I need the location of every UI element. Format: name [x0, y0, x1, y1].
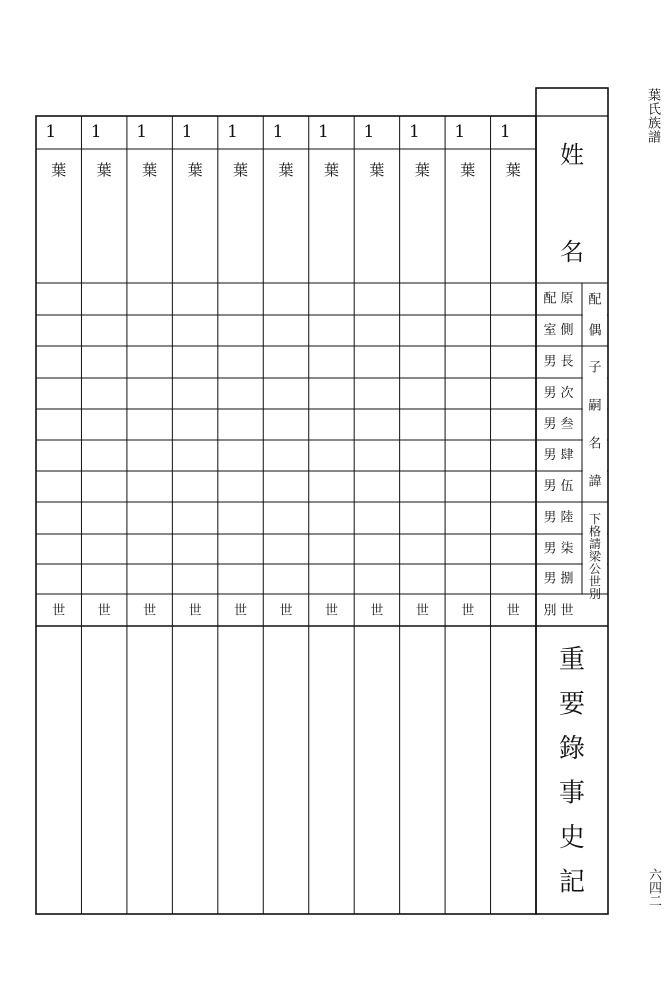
generation-glyph: 世 — [415, 603, 429, 619]
index-mark: 1 — [272, 122, 284, 142]
header-cell-char: 長 — [560, 354, 574, 370]
records-label-char: 重 — [558, 645, 586, 675]
records-label-char: 要 — [558, 689, 586, 720]
lineage-note-char: 別 — [588, 587, 602, 601]
index-mark: 1 — [363, 122, 375, 142]
surname-glyph: 葉 — [414, 161, 430, 179]
index-mark: 1 — [454, 122, 466, 142]
surname-glyph: 葉 — [460, 161, 476, 179]
header-cell-char: 別 — [543, 603, 557, 619]
generation-glyph: 世 — [370, 603, 384, 619]
generation-glyph: 世 — [97, 603, 111, 619]
lineage-note-char: 下 — [588, 512, 602, 526]
sons-label-char: 子 — [588, 360, 602, 376]
header-cell-char: 肆 — [560, 448, 574, 463]
generation-glyph: 世 — [143, 603, 157, 619]
sons-label-char: 諱 — [588, 474, 602, 490]
records-label-char: 錄 — [558, 734, 586, 764]
generation-glyph: 世 — [506, 603, 520, 619]
lineage-note-char: 請 — [588, 537, 602, 551]
sons-label-char: 名 — [588, 436, 602, 452]
header-cell-char: 側 — [560, 323, 574, 338]
records-label-char: 事 — [558, 778, 586, 809]
name-label-char: 姓 — [560, 141, 584, 169]
header-cell-char: 男 — [543, 479, 557, 494]
header-cell-char: 男 — [543, 448, 557, 463]
generation-glyph: 世 — [279, 603, 293, 619]
index-mark: 1 — [318, 122, 329, 142]
header-cell-char: 柒 — [560, 541, 574, 557]
header-cell-char: 室 — [543, 323, 557, 338]
index-mark: 1 — [136, 122, 148, 142]
records-label-char: 記 — [558, 867, 586, 898]
lineage-note-char: 公 — [588, 562, 602, 576]
header-cell-char: 男 — [543, 541, 557, 557]
spouse-label-char: 偶 — [588, 323, 602, 339]
surname-glyph: 葉 — [96, 161, 112, 179]
header-cell-char: 伍 — [560, 479, 574, 494]
surname-glyph: 葉 — [278, 161, 294, 179]
lineage-note-char: 梁 — [588, 549, 602, 564]
running-title: 葉氏族譜 — [645, 88, 660, 144]
sons-label-char: 嗣 — [588, 398, 602, 414]
header-cell-char: 男 — [543, 571, 557, 587]
surname-glyph: 葉 — [323, 161, 339, 179]
generation-glyph: 世 — [234, 603, 248, 619]
header-cell-char: 叁 — [560, 417, 574, 432]
index-mark: 1 — [227, 122, 238, 142]
generation-glyph: 世 — [461, 603, 475, 619]
surname-glyph: 葉 — [369, 161, 385, 179]
index-mark: 1 — [499, 122, 511, 142]
grid-frame — [36, 116, 536, 914]
header-cell-char: 次 — [560, 386, 574, 401]
lineage-note-char: 格 — [588, 524, 602, 539]
records-label-char: 史 — [558, 823, 586, 853]
index-mark: 1 — [408, 122, 420, 142]
header-cell-char: 配 — [543, 291, 557, 307]
index-mark: 1 — [90, 122, 102, 142]
surname-glyph: 葉 — [142, 161, 158, 179]
header-cell-char: 男 — [543, 386, 557, 401]
header-cell-char: 世 — [560, 603, 574, 619]
name-label-char: 名 — [560, 238, 584, 266]
index-mark: 1 — [45, 122, 57, 142]
header-cell-char: 男 — [543, 510, 557, 526]
index-mark: 1 — [181, 122, 193, 142]
generation-glyph: 世 — [324, 603, 338, 619]
header-cell-char: 原 — [560, 291, 574, 307]
header-cell-char: 男 — [543, 417, 557, 432]
surname-glyph: 葉 — [505, 161, 521, 179]
lineage-note-char: 世 — [588, 574, 602, 589]
header-cell-char: 陸 — [560, 510, 574, 526]
generation-glyph: 世 — [188, 603, 202, 619]
page-number: 六四二 — [646, 868, 661, 907]
generation-glyph: 世 — [52, 603, 66, 619]
surname-glyph: 葉 — [233, 161, 249, 179]
header-cell-char: 男 — [543, 354, 557, 370]
surname-glyph: 葉 — [187, 161, 203, 179]
header-cell-char: 捌 — [560, 571, 574, 587]
surname-glyph: 葉 — [51, 161, 67, 179]
spouse-label-char: 配 — [588, 292, 602, 308]
